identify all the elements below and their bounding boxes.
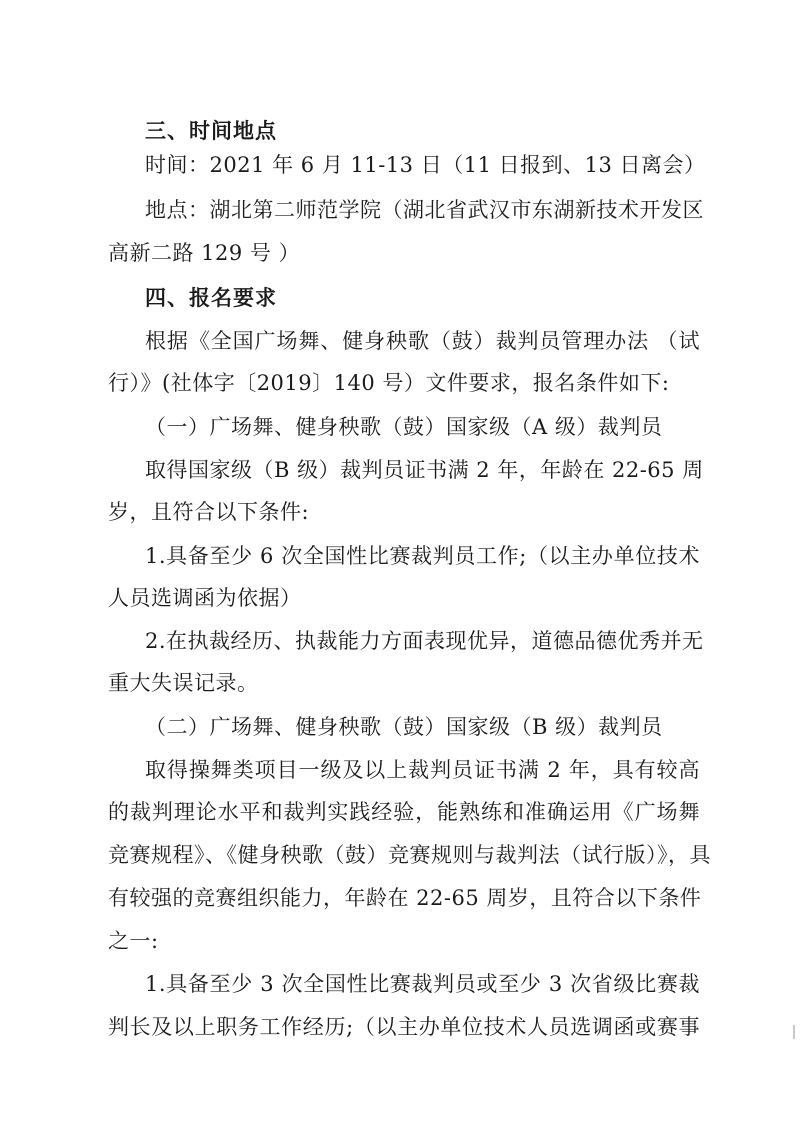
paragraph-b-line-5: 之一: xyxy=(108,929,159,953)
paragraph-b-line-3: 竞赛规程》、《健身秧歌（鼓）竞赛规则与裁判法（试行版）》，具 xyxy=(108,843,711,867)
paragraph-b-line-2: 的裁判理论水平和裁判实践经验，能熟练和准确运用《广场舞 xyxy=(108,800,700,824)
subheading-national-b: （二）广场舞、健身秧歌（鼓）国家级（B 级）裁判员 xyxy=(145,715,663,739)
paragraph-b-line-4: 有较强的竞赛组织能力，年龄在 22-65 周岁，且符合以下条件 xyxy=(108,886,702,910)
item-b1-line-2: 判长及以上职务工作经历;（以主办单位技术人员选调函或赛事 xyxy=(108,1015,700,1039)
paragraph-basis-line-1: 根据《全国广场舞、健身秧歌（鼓）裁判员管理办法 （试 xyxy=(145,329,700,353)
item-a2-line-2: 重大失误记录。 xyxy=(108,671,259,695)
paragraph-a-line-2: 岁，且符合以下条件: xyxy=(108,500,310,524)
item-a1-line-2: 人员选调函为依据） xyxy=(108,586,302,610)
location-line-continued: 高新二路 129 号 ） xyxy=(108,241,301,265)
time-line: 时间：2021 年 6 月 11-13 日（11 日报到、13 日离会） xyxy=(145,153,706,177)
paragraph-basis-line-2: 行）》(社体字〔2019〕140 号）文件要求，报名条件如下: xyxy=(108,371,670,395)
item-b1-line-1: 1.具备至少 3 次全国性比赛裁判员或至少 3 次省级比赛裁 xyxy=(145,972,700,996)
paragraph-b-line-1: 取得操舞类项目一级及以上裁判员证书满 2 年，具有较高 xyxy=(145,758,700,782)
location-line: 地点：湖北第二师范学院（湖北省武汉市东湖新技术开发区 xyxy=(145,198,704,222)
paragraph-a-line-1: 取得国家级（B 级）裁判员证书满 2 年，年龄在 22-65 周 xyxy=(145,458,704,482)
section-heading-time-location: 三、时间地点 xyxy=(145,119,277,143)
item-a2-line-1: 2.在执裁经历、执裁能力方面表现优异，道德品德优秀并无 xyxy=(145,629,704,653)
section-heading-registration: 四、报名要求 xyxy=(145,286,277,310)
subheading-national-a: （一）广场舞、健身秧歌（鼓）国家级（A 级）裁判员 xyxy=(145,415,663,439)
item-a1-line-1: 1.具备至少 6 次全国性比赛裁判员工作;（以主办单位技术 xyxy=(145,544,700,568)
scan-edge-mark xyxy=(793,1025,795,1039)
